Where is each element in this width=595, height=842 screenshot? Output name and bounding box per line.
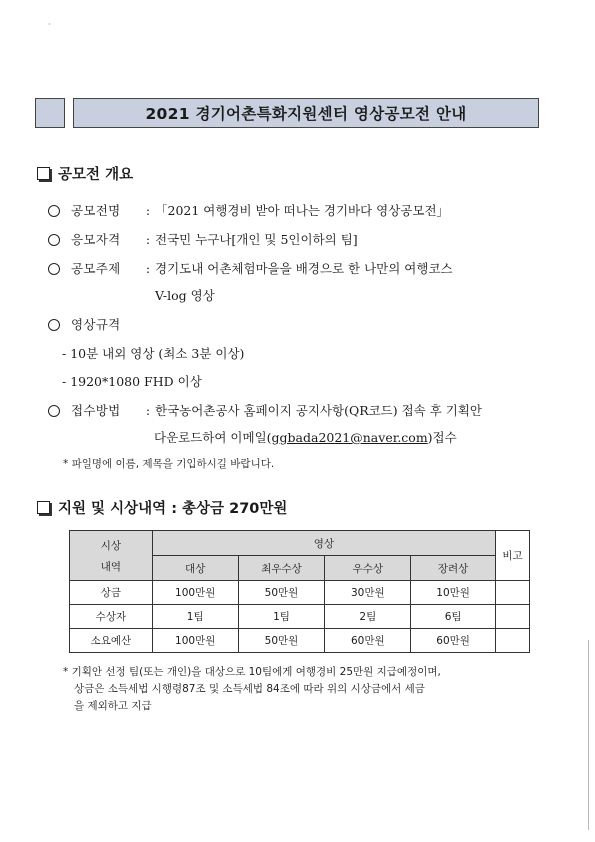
row-label: 수상자 (70, 605, 153, 629)
title-square-icon (35, 98, 65, 128)
circle-bullet-icon (48, 205, 60, 217)
overview-item-submission: 접수방법 : 한국농어촌공사 홈페이지 공지사항(QR코드) 접속 후 기획안 (48, 402, 482, 420)
checkbox-square-icon (37, 501, 50, 514)
circle-bullet-icon (48, 234, 60, 246)
spec-resolution: - 1920*1080 FHD 이상 (62, 374, 202, 389)
table-cell: 100만원 (152, 581, 238, 605)
table-cell: 60만원 (325, 629, 411, 653)
circle-bullet-icon (48, 405, 60, 417)
table-remarks-header: 비고 (496, 531, 530, 581)
table-cell-remark (496, 629, 530, 653)
table-cell: 50만원 (238, 581, 325, 605)
footnote-line-3: 을 제외하고 지급 (74, 700, 152, 712)
table-row (70, 581, 530, 605)
table-cell: 60만원 (411, 629, 496, 653)
table-row (70, 629, 530, 653)
table-cell: 2팀 (325, 605, 411, 629)
circle-bullet-icon (48, 319, 60, 331)
title-box (73, 98, 539, 128)
table-column-header: 최우수상 (238, 556, 325, 581)
overview-item-name: 공모전명 : 「2021 여행경비 받아 떠나는 경기바다 영상공모전」 (48, 202, 449, 220)
table-column-header: 우수상 (325, 556, 411, 581)
overview-item-theme: 공모주제 : 경기도내 어촌체험마을을 배경으로 한 나만의 여행코스 (48, 260, 453, 278)
footnote-line-2: 상금은 소득세법 시행령87조 및 소득세법 84조에 따라 위의 시상금에서 세금 (74, 683, 425, 695)
table-cell: 100만원 (152, 629, 238, 653)
overview-item-eligibility: 응모자격 : 전국민 누구나[개인 및 5인이하의 팀] (48, 231, 358, 249)
overview-item-submission-cont: 다운로드하여 이메일(ggbada2021@naver.com)접수 (154, 430, 457, 445)
page-title: 2021 경기어촌특화지원센터 영상공모전 안내 (145, 105, 467, 123)
section-overview-heading: 공모전 개요 (37, 163, 133, 184)
table-cell: 50만원 (238, 629, 325, 653)
footnote-line-1: * 기획안 선정 팀(또는 개인)을 대상으로 10팀에게 여행경비 25만원 지급예정이며, (63, 666, 441, 678)
title-bar (35, 98, 545, 132)
award-table (69, 530, 530, 653)
email-link[interactable]: ggbada2021@naver.com (271, 430, 428, 445)
overview-item-spec: 영상규격 (48, 316, 141, 334)
table-column-header: 장려상 (411, 556, 496, 581)
table-column-header: 대상 (152, 556, 238, 581)
row-label: 상금 (70, 581, 153, 605)
table-cell-remark (496, 605, 530, 629)
page-edge-line (588, 640, 589, 830)
table-corner-header: 시상 내역 (70, 531, 153, 581)
circle-bullet-icon (48, 263, 60, 275)
spec-duration: - 10분 내외 영상 (최소 3분 이상) (62, 346, 245, 361)
table-row (70, 605, 530, 629)
table-cell: 10만원 (411, 581, 496, 605)
checkbox-square-icon (37, 167, 50, 180)
filename-note: * 파일명에 이름, 제목을 기입하시길 바랍니다. (63, 458, 275, 470)
row-label: 소요예산 (70, 629, 153, 653)
table-cell: 6팀 (411, 605, 496, 629)
table-cell: 1팀 (238, 605, 325, 629)
table-cell: 1팀 (152, 605, 238, 629)
section-awards-heading: 지원 및 시상내역 : 총상금 270만원 (37, 497, 287, 518)
table-group-header: 영상 (152, 531, 495, 556)
page-mark: · (48, 20, 51, 29)
table-cell: 30만원 (325, 581, 411, 605)
table-cell-remark (496, 581, 530, 605)
overview-item-theme-cont: V-log 영상 (155, 288, 215, 303)
